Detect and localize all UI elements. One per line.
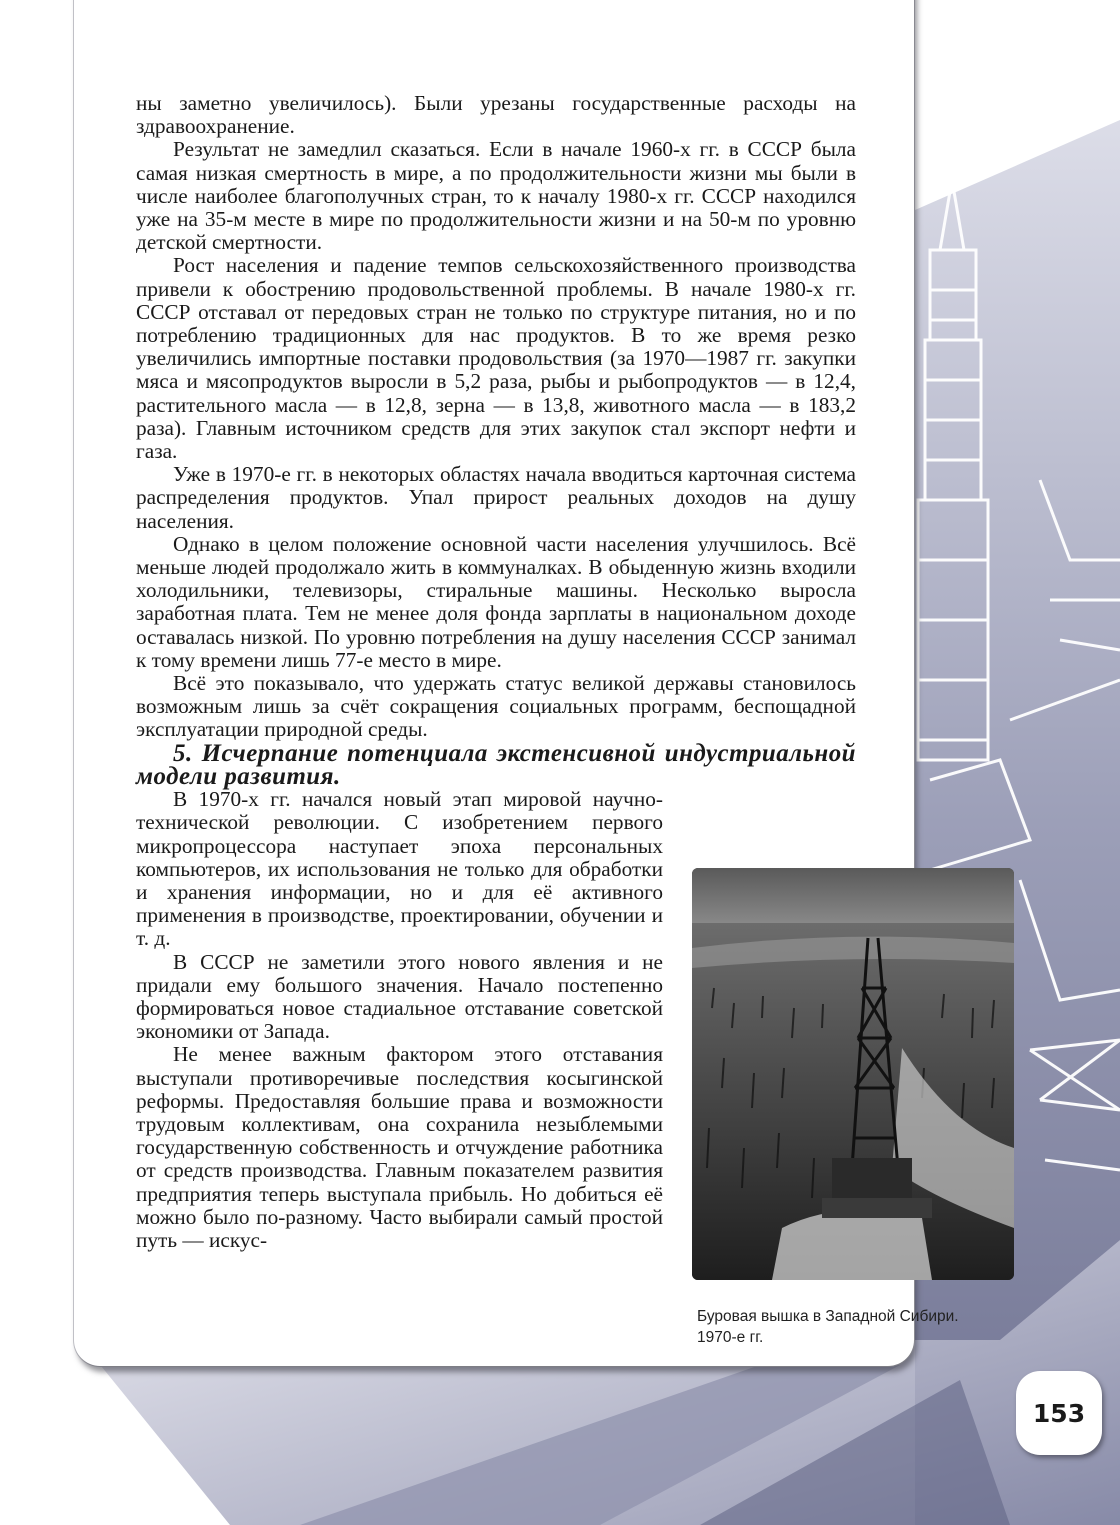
paragraph: Не менее важным фактором этого отставания выступали противоречивые последствия косыгинской реформы. Предоставляя большие права и возможности трудовым коллективам, она сохранила незыблемыми государственную собственность и отчуждение работника от средств производства. Главным показателем развития предприятия теперь выступала прибыль. Но добиться её можно было по-разному. Часто выбирали самый простой путь — искус- [136, 1042, 663, 1252]
drilling-rig-photo [692, 868, 1014, 1280]
paragraph: Однако в целом положение основной части населения улучшилось. Всё меньше людей продолжало жить в коммуналках. В обыденную жизнь входили холодильники, телевизоры, стиральные машины. Несколько выросла заработная плата. Тем не менее доля фонда зарплаты в национальном доходе оставалась низкой. По уровню потребления на душу населения СССР занимал к тому времени лишь 77-е место в мире. [136, 531, 856, 672]
caption-line: Буровая вышка в Западной Сибири. [697, 1308, 959, 1325]
paragraph: Уже в 1970-е гг. в некоторых областях начала вводиться карточная система распределения продуктов. Упал прирост реальных доходов на душу населения. [136, 462, 856, 533]
paragraph: В 1970-х гг. начался новый этап мировой научно-технической революции. С изобретением первого микропроцессора наступает эпоха персональных компьютеров, их использования не только для обработки и хранения информации, но и для её активного применения в производстве, проектировании, обучении и т. д. [136, 787, 663, 951]
paragraph: ны заметно увеличилось). Были урезаны государственные расходы на здравоохранение. [136, 91, 856, 139]
paragraph: Рост населения и падение темпов сельскохозяйственного производства привели к обострению продовольственной проблемы. В начале 1980-х гг. СССР отставал от передовых стран не только по структуре питания, но и по потреблению традиционных для нас продуктов. В то же время резко увеличились импортные поставки продовольствия (за 1970—1987 гг. закупки мяса и мясопродуктов выросли в 5,2 раза, рыбы и рыбопродуктов — в 12,4, растительного масла — в 12,8, зерна — в 13,8, животного масла — в 183,2 раза). Главным источником средств для этих закупок стал экспорт нефти и газа. [136, 253, 856, 464]
paragraph: Результат не замедлил сказаться. Если в начале 1960-х гг. в СССР была самая низкая смертность в мире, а по продолжительности жизни мы были в числе наиболее благополучных стран, то к началу 1980-х гг. СССР находился уже на 35-м месте в мире по продолжительности жизни и на 50-м по уровню детской смертности. [136, 137, 856, 255]
paragraph: Всё это показывало, что удержать статус великой державы становилось возможным лишь за счёт сокращения социальных программ, беспощадной эксплуатации природной среды. [136, 671, 856, 742]
page-number: 153 [1016, 1371, 1102, 1455]
section-body [136, 788, 663, 1252]
section-heading: 5. Исчерпание потенциала экстенсивной индустриальной модели развития. [136, 739, 856, 790]
figure-caption [697, 1306, 1017, 1348]
caption-line: 1970-е гг. [697, 1329, 764, 1346]
paragraph: В СССР не заметили этого нового явления и не придали ему большого значения. Начало постепенно формироваться новое стадиальное отставание советской экономики от Запада. [136, 949, 663, 1044]
